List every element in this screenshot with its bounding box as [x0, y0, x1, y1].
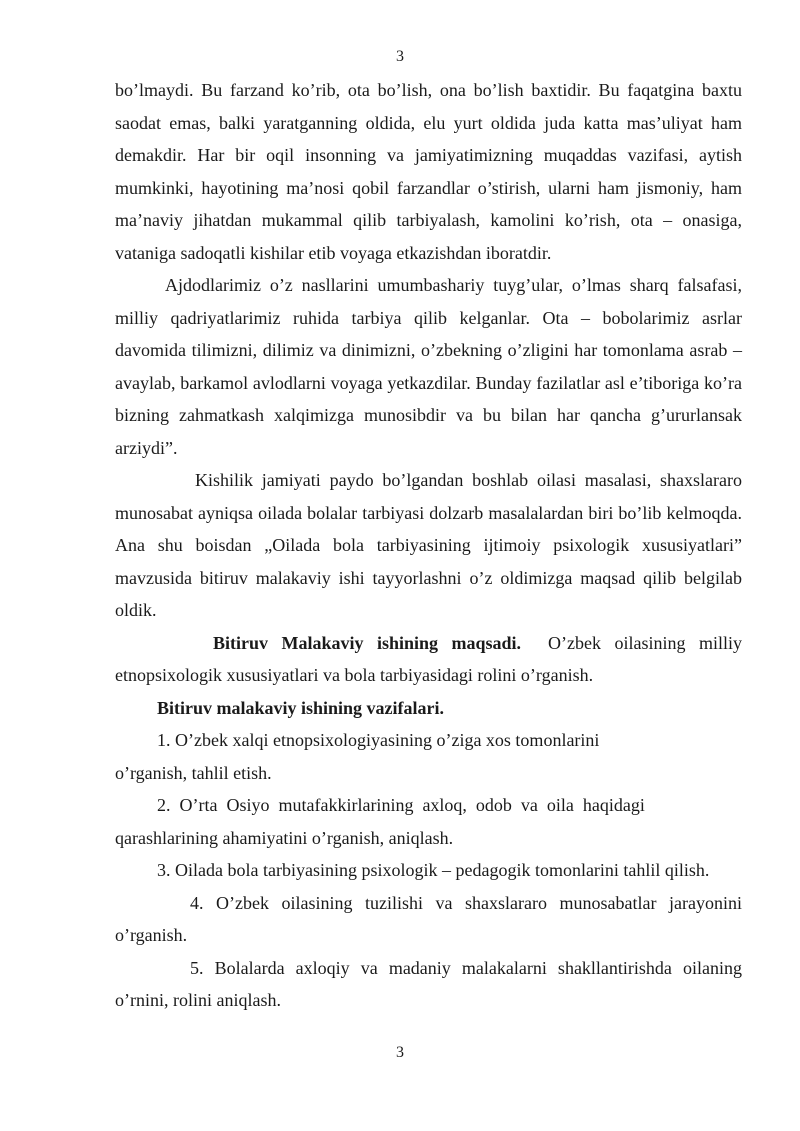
task-item-1: 1. O’zbek xalqi etnopsixologiyasining o’ziga xos tomonlarini o’rganish, tahlil etish. — [115, 730, 600, 783]
paragraph-1: bo’lmaydi. Bu farzand ko’rib, ota bo’lish, ona bo’lish baxtidir. Bu faqatgina baxtu saodat emas, balki yaratganning oldida, elu yurt oldida juda katta mas’uliyat ham demakdir. Har bir oqil insonning va jamiyatimizning muqaddas vazifasi, aytish mumkinki, hayotining ma’nosi qobil farzandlar o’stirish, ularni ham jismoniy, ham ma’naviy jihatdan mukammal qilib tarbiyalash, kamolini ko’rish, ota – onasiga, vataniga sadoqatli kishilar etib voyaga etkazishdan iboratdir. — [115, 80, 742, 263]
tasks-heading: Bitiruv malakaviy ishining vazifalari. — [157, 697, 445, 718]
page-number-top: 3 — [396, 48, 404, 65]
paragraph-3: Kishilik jamiyati paydo bo’lgandan boshlab oilasi masalasi, shaxslararo munosabat ayniqsa oilada bolalar tarbiyasi dolzarb masalalardan biri bo’lib kelmoqda. Ana shu boisdan „Oilada bola tarbiyasining ijtimoiy psixologik xususiyatlari” mavzusida bitiruv malakaviy ishi tayyorlashni o’z oldimizga maqsad qilib belgilab oldik. — [115, 470, 742, 620]
document-body — [115, 74, 742, 1017]
paragraph-2: Ajdodlarimiz o’z nasllarini umumbashariy tuyg’ular, o’lmas sharq falsafasi, milliy qadriyatlarimiz ruhida tarbiya qilib kelganlar. Ota – bobolarimiz asrlar davomida tilimizni, dilimiz va dinimizni, o’zbekning o’zligini har tomonlama asrab – avaylab, barkamol avlodlarni voyaga yetkazdilar. Bunday fazilatlar asl e’tiboriga ko’ra bizning zahmatkash xalqimizga munosibdir va bu bilan har qancha g’ururlansak arziydi”. — [115, 275, 742, 458]
task-item-2: 2. O’rta Osiyo mutafakkirlarining axloq, odob va oila haqidagi qarashlarining ahamiyatini o’rganish, aniqlash. — [115, 795, 645, 848]
goal-paragraph — [115, 627, 742, 692]
page-number-bottom: 3 — [396, 1044, 404, 1061]
goal-text: O’zbek oilasining milliy etnopsixologik xususiyatlari va bola tarbiyasidagi rolini o’rganish. — [115, 632, 742, 685]
task-item-4: 4. O’zbek oilasining tuzilishi va shaxslararo munosabatlar jarayonini o’rganish. — [115, 892, 742, 945]
task-item-5: 5. Bolalarda axloqiy va madaniy malakalarni shakllantirishda oilaning o’rnini, rolini aniqlash. — [115, 957, 742, 1010]
goal-heading: Bitiruv Malakaviy ishining maqsadi. — [213, 632, 522, 653]
task-item-3: 3. Oilada bola tarbiyasining psixologik – pedagogik tomonlarini tahlil qilish. — [157, 860, 710, 880]
